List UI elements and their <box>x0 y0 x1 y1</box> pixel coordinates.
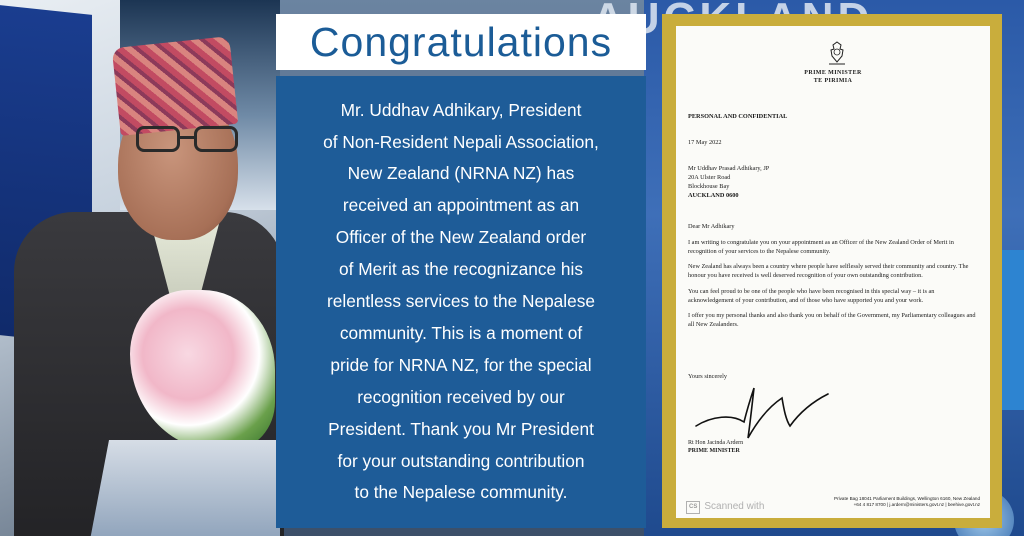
pm-letter <box>676 26 990 518</box>
page-title: Congratulations <box>309 18 613 65</box>
letter-closing: Yours sincerely <box>688 373 728 380</box>
message-line: community. This is a moment of <box>339 322 583 343</box>
letter-paragraph: I offer you my personal thanks and also thank you on behalf of the Government, my Parliamentary colleagues and all New Zealanders. <box>688 311 976 328</box>
scanner-text: Scanned with <box>704 501 765 512</box>
coat-of-arms-icon <box>826 40 848 66</box>
message-line: of Non-Resident Nepali Association, <box>323 131 599 152</box>
message-text <box>288 95 634 510</box>
footer-contact: +64 4 817 8700 | j.ardern@ministers.govt.nz | beehive.govt.nz <box>853 502 980 508</box>
address-line: Mr Uddhav Prasad Adhikary, JP <box>688 165 770 172</box>
letterhead-office-maori: TE PIRIMIA <box>813 77 853 84</box>
signer-name: Rt Hon Jacinda Ardern <box>688 440 744 446</box>
letter-paragraph: I am writing to congratulate you on your appointment as an Officer of the New Zealand Order of Merit in recognition of your services to the Nepalese community. <box>688 239 954 256</box>
signature-icon <box>692 376 852 446</box>
message-line: President. Thank you Mr President <box>328 418 594 439</box>
letter-paragraph: New Zealand has always been a country where people have selflessly served their community and country. The honour you have received is well deserved recognition of your own outstanding contribution. <box>688 263 969 280</box>
speaker-glasses <box>136 126 248 156</box>
address-line: Blockhouse Bay <box>688 183 730 191</box>
letter-address <box>688 164 769 201</box>
message-line: of Merit as the recognizance his <box>339 259 583 280</box>
letter-signer <box>688 440 743 456</box>
message-panel <box>276 76 646 528</box>
signer-title: PRIME MINISTER <box>688 447 740 454</box>
address-line: 20A Ulster Road <box>688 174 731 182</box>
speaker-dhaka-topi <box>112 36 239 136</box>
message-line: for your outstanding contribution <box>337 450 585 471</box>
letter-date: 17 May 2022 <box>688 139 722 146</box>
letter-confidential: PERSONAL AND CONFIDENTIAL <box>688 113 788 120</box>
message-line: received an appointment as an <box>342 195 580 216</box>
message-line: to the Nepalese community. <box>354 482 568 503</box>
message-line: recognition received by our <box>357 386 565 407</box>
letter-salutation: Dear Mr Adhikary <box>688 223 735 230</box>
scanner-logo-icon: CS <box>686 501 700 514</box>
podium <box>90 440 280 536</box>
letter-paragraph: You can feel proud to be one of the people who have been recognised in this special way – it is an acknowledgement of your contribution, and of those who have supported you and your work. <box>688 287 935 304</box>
letter-body <box>688 238 976 335</box>
message-line: relentless services to the Nepalese <box>327 291 595 312</box>
letter-frame <box>662 14 1002 528</box>
message-line: New Zealand (NRNA NZ) has <box>347 163 575 184</box>
message-line: Mr. Uddhav Adhikary, President <box>340 99 582 120</box>
letter-footer <box>750 496 980 509</box>
title-banner <box>276 14 646 70</box>
message-line: pride for NRNA NZ, for the special <box>330 354 592 375</box>
footer-address: Private Bag 18041 Parliament Buildings, Wellington 6160, New Zealand <box>834 496 980 501</box>
letterhead-office: PRIME MINISTER <box>804 70 862 76</box>
address-line: AUCKLAND 0600 <box>688 192 739 200</box>
message-line: Officer of the New Zealand order <box>335 227 587 248</box>
letterhead <box>676 70 990 86</box>
